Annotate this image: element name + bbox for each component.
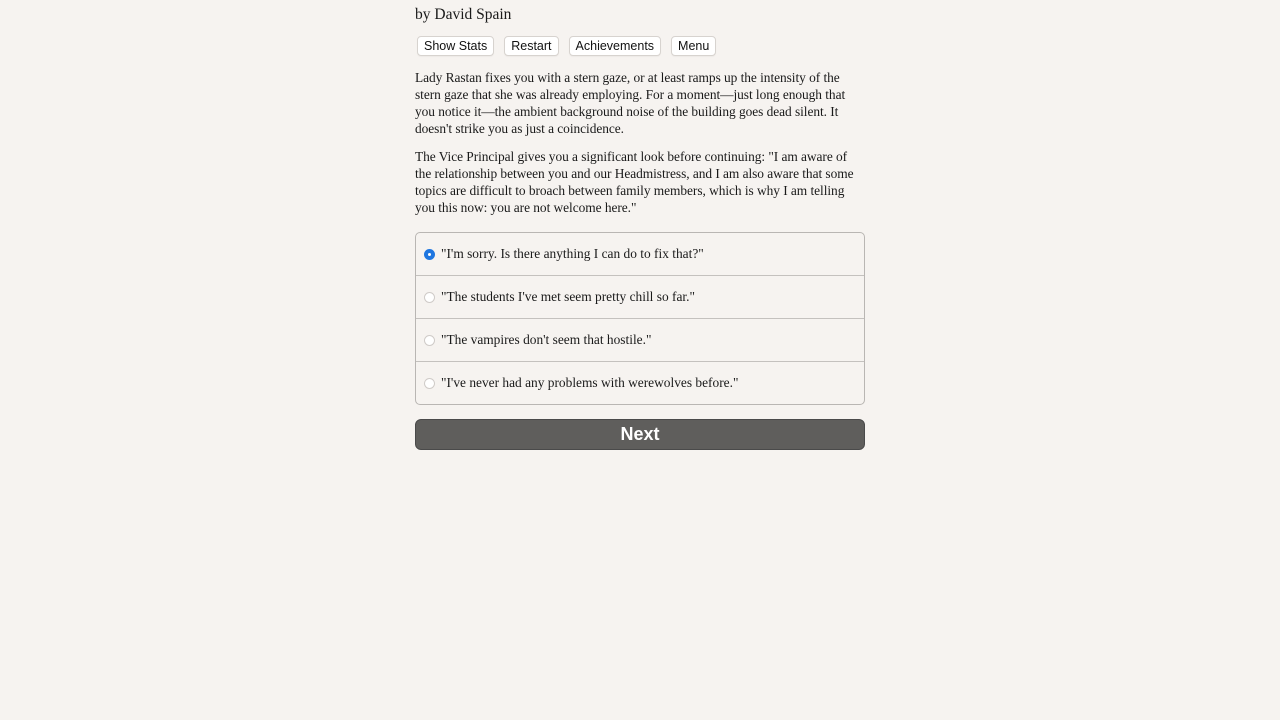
- choice-option-3[interactable]: [416, 318, 864, 361]
- choice-label: "I've never had any problems with werewolves before.": [441, 375, 739, 390]
- story-paragraph-2: The Vice Principal gives you a significant look before continuing: "I am aware of the relationship between you and our Headmistress, and I am also aware that some topics are difficult to broach between family members, which is why I am telling you this now: you are not welcome here.": [415, 149, 854, 215]
- menu-button[interactable]: Menu: [671, 36, 716, 56]
- story-paragraph-1: Lady Rastan fixes you with a stern gaze, or at least ramps up the intensity of the stern gaze that she was already employing. For a moment—just long enough that you notice it—the ambient background noise of the building goes dead silent. It doesn't strike you as just a coincidence.: [415, 70, 846, 136]
- next-button[interactable]: Next: [415, 419, 865, 450]
- choice-list: [415, 232, 865, 405]
- toolbar: [415, 36, 865, 56]
- choice-label: "The vampires don't seem that hostile.": [441, 332, 652, 347]
- choice-option-1[interactable]: [416, 233, 864, 275]
- achievements-button[interactable]: Achievements: [569, 36, 662, 56]
- choice-option-2[interactable]: [416, 275, 864, 318]
- radio-unselected-icon[interactable]: [424, 335, 435, 346]
- radio-selected-icon[interactable]: [424, 249, 435, 260]
- radio-unselected-icon[interactable]: [424, 292, 435, 303]
- choice-label: "The students I've met seem pretty chill so far.": [441, 289, 695, 304]
- restart-button[interactable]: Restart: [504, 36, 558, 56]
- show-stats-button[interactable]: Show Stats: [417, 36, 494, 56]
- choice-label: "I'm sorry. Is there anything I can do to fix that?": [441, 246, 704, 261]
- game-content: [415, 0, 865, 450]
- radio-unselected-icon[interactable]: [424, 378, 435, 389]
- choice-option-4[interactable]: [416, 361, 864, 404]
- author-byline: by David Spain: [415, 6, 512, 23]
